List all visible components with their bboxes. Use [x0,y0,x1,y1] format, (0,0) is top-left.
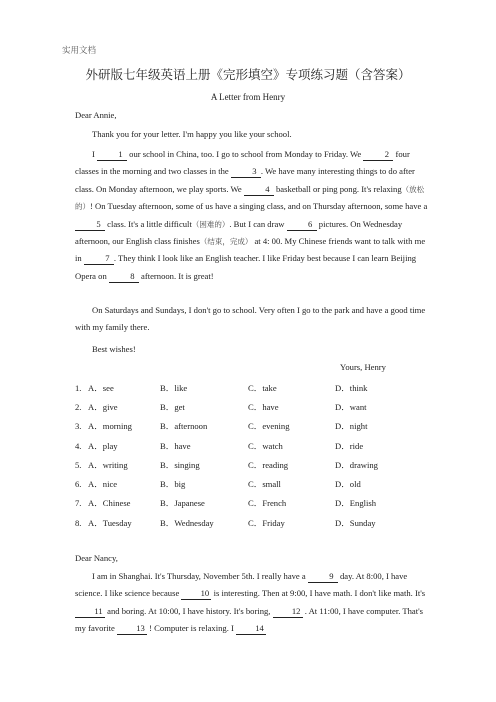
question-number: 1. [75,382,82,393]
option-row [75,494,415,513]
letter1-paragraph-1: Thank you for your letter. I'm happy you like your school. [92,129,292,139]
option-a: A．Chinese [88,498,131,509]
letter1-paragraph-3: On Saturdays and Sundays, I don't go to school. Very often I go to the park and have a good time with my family there. [75,305,426,333]
blank-9: 9 [308,571,338,583]
option-d: D．think [335,382,368,393]
option-a: A．play [88,440,118,451]
option-c: C．small [248,479,281,490]
letter1-greeting: Dear Annie, [75,110,117,120]
option-a: A．see [88,382,114,393]
option-d: D．ride [335,440,364,451]
question-number: 7. [75,498,82,509]
option-a: A．writing [88,459,128,470]
option-c: C．French [248,498,287,509]
option-row [75,436,415,455]
option-c: C．reading [248,459,289,470]
blank-12: 12 [273,606,303,618]
blank-13: 13 [117,623,147,635]
option-d: D．drawing [335,459,378,470]
question-number: 5. [75,459,82,470]
option-b: B．Wednesday [160,517,214,528]
blank-7: 7 [84,253,114,265]
option-c: C．watch [248,440,283,451]
letter1-signature: Yours, Henry [340,362,386,372]
document-title: 外研版七年级英语上册《完形填空》专项练习题（含答案） [85,67,411,82]
letter2-greeting: Dear Nancy, [75,553,118,563]
option-a: A．Tuesday [88,517,132,528]
blank-8: 8 [109,271,139,283]
option-row [75,474,415,493]
option-c: C．take [248,382,277,393]
letter1-paragraph-2: I 1 our school in China, too. I go to school from Monday to Friday. We 2 four classes in the morning and two classes in the 3 . We have many interesting things to do after class. On Monday afternoon, we play sports. We 4 basketball or ping pong. It's relaxing（放松的）! On Tuesday afternoon, some of us have a singing class, and on Thursday afternoon, some have a 5 class. It's a little difficult（困难的）. But I can draw 6 pictures. On Wednesday afternoon, our English class finishes（结束，完成） at 4: 00. My Chinese friends want to talk with me in 7 . They think I look like an English teacher. I like Friday best because I can learn Beijing Opera on 8 afternoon. It is great! [75,149,428,281]
option-b: B．get [160,401,185,412]
option-b: B．have [160,440,191,451]
option-b: B．Japanese [160,498,205,509]
question-number: 3. [75,421,82,432]
blank-10: 10 [181,588,211,600]
letter1-closing: Best wishes! [92,344,136,354]
letter2-paragraph: I am in Shanghai. It's Thursday, November 5th. I really have a 9 day. At 8:00, I have science. I like science because 10 is interesting. Then at 9:00, I have math. I don't like math. It's 11 and boring. At 10:00, I have history. It's boring, 12 . At 11:00, I have computer. That's my favorite 13 ! Computer is relaxing. I 14 [75,571,426,634]
option-d: D．want [335,401,367,412]
option-row [75,378,415,397]
option-b: B．big [160,479,186,490]
letter-title: A Letter from Henry [210,92,286,102]
option-b: B．like [160,382,188,393]
options-table [75,378,415,532]
option-row [75,397,415,416]
option-row [75,513,415,532]
option-c: C．evening [248,421,290,432]
blank-4: 4 [244,184,274,196]
option-d: D．Sunday [335,517,376,528]
blank-6: 6 [287,219,317,231]
header-note: 实用文档 [62,46,97,56]
option-row [75,417,415,436]
blank-2: 2 [363,149,393,161]
blank-1: 1 [97,149,127,161]
option-b: B．afternoon [160,421,208,432]
option-d: D．old [335,479,361,490]
blank-5: 5 [75,219,105,231]
option-c: C．have [248,401,279,412]
option-a: A．morning [88,421,132,432]
option-a: A．nice [88,479,118,490]
question-number: 2. [75,401,82,412]
question-number: 8. [75,517,82,528]
question-number: 6. [75,479,82,490]
option-b: B．singing [160,459,200,470]
blank-14: 14 [236,623,266,635]
option-c: C．Friday [248,517,285,528]
option-d: D．English [335,498,377,509]
question-number: 4. [75,440,82,451]
blank-3: 3 [231,166,261,178]
option-a: A．give [88,401,118,412]
blank-11: 11 [75,606,105,618]
option-d: D．night [335,421,368,432]
option-row [75,455,415,474]
